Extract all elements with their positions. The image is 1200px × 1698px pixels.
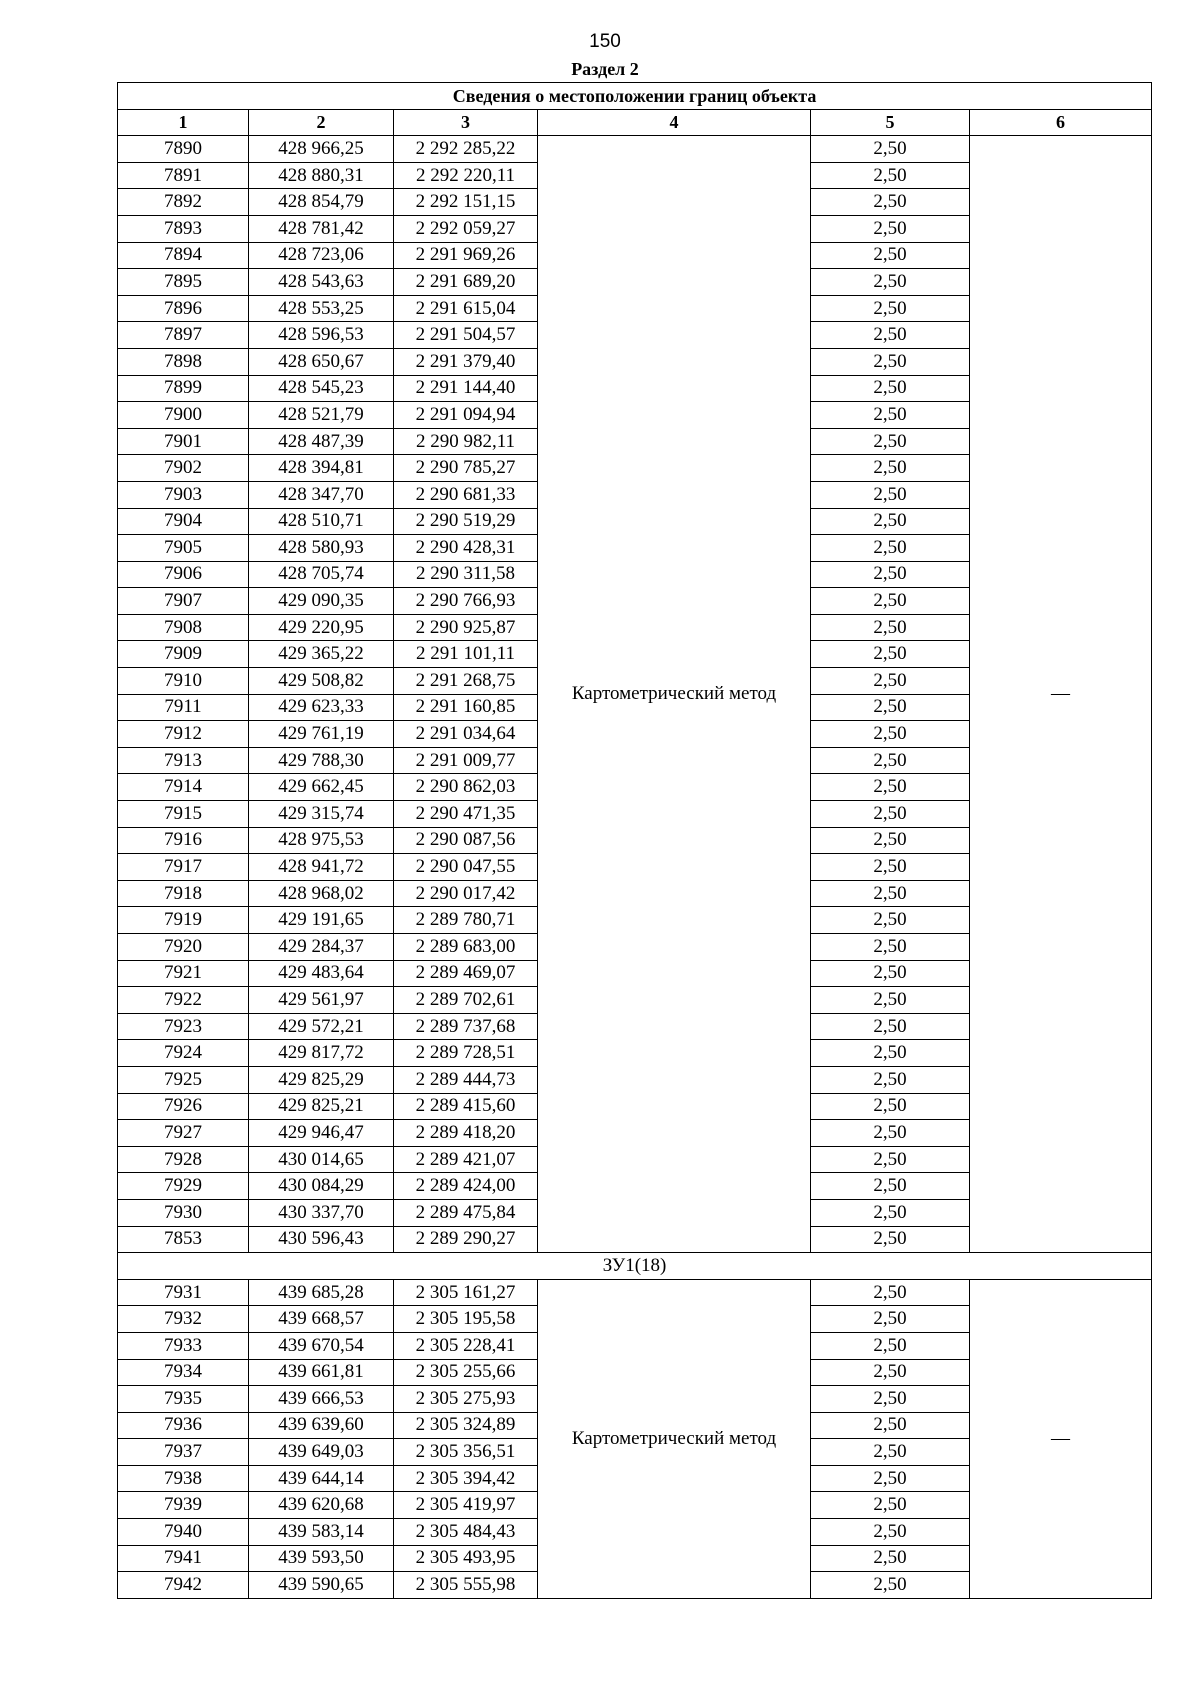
table-title-row xyxy=(118,83,1152,110)
x-coordinate: 430 337,70 xyxy=(249,1199,394,1226)
column-header: 1 xyxy=(118,109,249,136)
accuracy-value: 2,50 xyxy=(811,1332,970,1359)
x-coordinate: 439 593,50 xyxy=(249,1545,394,1572)
point-number: 7931 xyxy=(118,1279,249,1306)
y-coordinate: 2 305 255,66 xyxy=(394,1359,538,1386)
x-coordinate: 428 941,72 xyxy=(249,854,394,881)
point-number: 7892 xyxy=(118,189,249,216)
boundary-table xyxy=(117,82,1152,1599)
point-number: 7906 xyxy=(118,561,249,588)
column-header: 5 xyxy=(811,109,970,136)
x-coordinate: 439 649,03 xyxy=(249,1439,394,1466)
point-number: 7899 xyxy=(118,375,249,402)
accuracy-value: 2,50 xyxy=(811,694,970,721)
accuracy-value: 2,50 xyxy=(811,1465,970,1492)
y-coordinate: 2 291 969,26 xyxy=(394,242,538,269)
point-number: 7924 xyxy=(118,1040,249,1067)
accuracy-value: 2,50 xyxy=(811,1226,970,1253)
accuracy-value: 2,50 xyxy=(811,747,970,774)
point-number: 7923 xyxy=(118,1013,249,1040)
accuracy-value: 2,50 xyxy=(811,1359,970,1386)
y-coordinate: 2 290 311,58 xyxy=(394,561,538,588)
y-coordinate: 2 289 444,73 xyxy=(394,1066,538,1093)
y-coordinate: 2 289 702,61 xyxy=(394,987,538,1014)
x-coordinate: 428 580,93 xyxy=(249,535,394,562)
point-number: 7903 xyxy=(118,481,249,508)
y-coordinate: 2 291 160,85 xyxy=(394,694,538,721)
accuracy-value: 2,50 xyxy=(811,907,970,934)
y-coordinate: 2 291 144,40 xyxy=(394,375,538,402)
x-coordinate: 429 662,45 xyxy=(249,774,394,801)
accuracy-value: 2,50 xyxy=(811,614,970,641)
point-number: 7910 xyxy=(118,668,249,695)
y-coordinate: 2 290 087,56 xyxy=(394,827,538,854)
accuracy-value: 2,50 xyxy=(811,1386,970,1413)
point-number: 7921 xyxy=(118,960,249,987)
accuracy-value: 2,50 xyxy=(811,189,970,216)
point-number: 7897 xyxy=(118,322,249,349)
point-number: 7911 xyxy=(118,694,249,721)
y-coordinate: 2 305 195,58 xyxy=(394,1306,538,1333)
y-coordinate: 2 289 683,00 xyxy=(394,934,538,961)
y-coordinate: 2 291 094,94 xyxy=(394,402,538,429)
y-coordinate: 2 290 471,35 xyxy=(394,801,538,828)
accuracy-value: 2,50 xyxy=(811,721,970,748)
y-coordinate: 2 305 275,93 xyxy=(394,1386,538,1413)
y-coordinate: 2 291 009,77 xyxy=(394,747,538,774)
point-number: 7912 xyxy=(118,721,249,748)
x-coordinate: 429 284,37 xyxy=(249,934,394,961)
point-number: 7919 xyxy=(118,907,249,934)
y-coordinate: 2 291 379,40 xyxy=(394,348,538,375)
x-coordinate: 429 483,64 xyxy=(249,960,394,987)
x-coordinate: 428 596,53 xyxy=(249,322,394,349)
accuracy-value: 2,50 xyxy=(811,774,970,801)
column-header: 6 xyxy=(970,109,1152,136)
x-coordinate: 439 685,28 xyxy=(249,1279,394,1306)
y-coordinate: 2 290 785,27 xyxy=(394,455,538,482)
y-coordinate: 2 305 228,41 xyxy=(394,1332,538,1359)
y-coordinate: 2 291 101,11 xyxy=(394,641,538,668)
accuracy-value: 2,50 xyxy=(811,1199,970,1226)
x-coordinate: 429 572,21 xyxy=(249,1013,394,1040)
x-coordinate: 428 975,53 xyxy=(249,827,394,854)
x-coordinate: 428 487,39 xyxy=(249,428,394,455)
point-number: 7939 xyxy=(118,1492,249,1519)
x-coordinate: 429 220,95 xyxy=(249,614,394,641)
section-title: Раздел 2 xyxy=(571,59,639,79)
accuracy-value: 2,50 xyxy=(811,641,970,668)
accuracy-value: 2,50 xyxy=(811,561,970,588)
y-coordinate: 2 292 151,15 xyxy=(394,189,538,216)
accuracy-value: 2,50 xyxy=(811,455,970,482)
y-coordinate: 2 289 424,00 xyxy=(394,1173,538,1200)
point-number: 7942 xyxy=(118,1572,249,1599)
column-6-dash: — xyxy=(970,136,1152,1253)
x-coordinate: 439 639,60 xyxy=(249,1412,394,1439)
y-coordinate: 2 291 615,04 xyxy=(394,295,538,322)
table-body xyxy=(118,136,1152,1599)
accuracy-value: 2,50 xyxy=(811,1412,970,1439)
x-coordinate: 428 347,70 xyxy=(249,481,394,508)
accuracy-value: 2,50 xyxy=(811,1013,970,1040)
accuracy-value: 2,50 xyxy=(811,242,970,269)
x-coordinate: 439 644,14 xyxy=(249,1465,394,1492)
accuracy-value: 2,50 xyxy=(811,322,970,349)
y-coordinate: 2 291 268,75 xyxy=(394,668,538,695)
x-coordinate: 428 545,23 xyxy=(249,375,394,402)
y-coordinate: 2 290 766,93 xyxy=(394,588,538,615)
accuracy-value: 2,50 xyxy=(811,215,970,242)
y-coordinate: 2 289 290,27 xyxy=(394,1226,538,1253)
y-coordinate: 2 305 161,27 xyxy=(394,1279,538,1306)
point-number: 7902 xyxy=(118,455,249,482)
x-coordinate: 439 583,14 xyxy=(249,1519,394,1546)
accuracy-value: 2,50 xyxy=(811,1040,970,1067)
accuracy-value: 2,50 xyxy=(811,1439,970,1466)
y-coordinate: 2 291 504,57 xyxy=(394,322,538,349)
x-coordinate: 428 968,02 xyxy=(249,880,394,907)
point-number: 7890 xyxy=(118,136,249,163)
accuracy-value: 2,50 xyxy=(811,1306,970,1333)
y-coordinate: 2 290 862,03 xyxy=(394,774,538,801)
y-coordinate: 2 289 475,84 xyxy=(394,1199,538,1226)
x-coordinate: 430 014,65 xyxy=(249,1146,394,1173)
point-number: 7896 xyxy=(118,295,249,322)
accuracy-value: 2,50 xyxy=(811,1120,970,1147)
accuracy-value: 2,50 xyxy=(811,375,970,402)
point-number: 7932 xyxy=(118,1306,249,1333)
point-number: 7916 xyxy=(118,827,249,854)
accuracy-value: 2,50 xyxy=(811,535,970,562)
x-coordinate: 430 084,29 xyxy=(249,1173,394,1200)
accuracy-value: 2,50 xyxy=(811,1066,970,1093)
point-number: 7933 xyxy=(118,1332,249,1359)
x-coordinate: 429 090,35 xyxy=(249,588,394,615)
accuracy-value: 2,50 xyxy=(811,854,970,881)
accuracy-value: 2,50 xyxy=(811,269,970,296)
point-number: 7915 xyxy=(118,801,249,828)
y-coordinate: 2 305 356,51 xyxy=(394,1439,538,1466)
point-number: 7917 xyxy=(118,854,249,881)
y-coordinate: 2 290 982,11 xyxy=(394,428,538,455)
x-coordinate: 428 650,67 xyxy=(249,348,394,375)
y-coordinate: 2 290 681,33 xyxy=(394,481,538,508)
accuracy-value: 2,50 xyxy=(811,295,970,322)
x-coordinate: 430 596,43 xyxy=(249,1226,394,1253)
y-coordinate: 2 305 555,98 xyxy=(394,1572,538,1599)
y-coordinate: 2 292 220,11 xyxy=(394,162,538,189)
point-number: 7914 xyxy=(118,774,249,801)
group-label: ЗУ1(18) xyxy=(118,1253,1152,1280)
accuracy-value: 2,50 xyxy=(811,801,970,828)
y-coordinate: 2 289 728,51 xyxy=(394,1040,538,1067)
x-coordinate: 439 590,65 xyxy=(249,1572,394,1599)
point-number: 7907 xyxy=(118,588,249,615)
page-number: 150 xyxy=(589,31,621,52)
x-coordinate: 428 781,42 xyxy=(249,215,394,242)
y-coordinate: 2 292 059,27 xyxy=(394,215,538,242)
point-number: 7927 xyxy=(118,1120,249,1147)
group-label-row xyxy=(118,1253,1152,1280)
x-coordinate: 439 661,81 xyxy=(249,1359,394,1386)
x-coordinate: 429 817,72 xyxy=(249,1040,394,1067)
point-number: 7936 xyxy=(118,1412,249,1439)
y-coordinate: 2 289 415,60 xyxy=(394,1093,538,1120)
accuracy-value: 2,50 xyxy=(811,162,970,189)
table-title: Сведения о местоположении границ объекта xyxy=(118,83,1152,110)
column-6-dash: — xyxy=(970,1279,1152,1598)
x-coordinate: 428 553,25 xyxy=(249,295,394,322)
point-number: 7895 xyxy=(118,269,249,296)
point-number: 7937 xyxy=(118,1439,249,1466)
y-coordinate: 2 292 285,22 xyxy=(394,136,538,163)
x-coordinate: 429 365,22 xyxy=(249,641,394,668)
x-coordinate: 429 788,30 xyxy=(249,747,394,774)
x-coordinate: 429 561,97 xyxy=(249,987,394,1014)
x-coordinate: 429 946,47 xyxy=(249,1120,394,1147)
accuracy-value: 2,50 xyxy=(811,1545,970,1572)
column-header: 2 xyxy=(249,109,394,136)
accuracy-value: 2,50 xyxy=(811,348,970,375)
accuracy-value: 2,50 xyxy=(811,934,970,961)
point-number: 7894 xyxy=(118,242,249,269)
x-coordinate: 428 510,71 xyxy=(249,508,394,535)
accuracy-value: 2,50 xyxy=(811,588,970,615)
y-coordinate: 2 290 047,55 xyxy=(394,854,538,881)
point-number: 7918 xyxy=(118,880,249,907)
column-header: 3 xyxy=(394,109,538,136)
x-coordinate: 439 666,53 xyxy=(249,1386,394,1413)
point-number: 7898 xyxy=(118,348,249,375)
x-coordinate: 429 315,74 xyxy=(249,801,394,828)
y-coordinate: 2 305 493,95 xyxy=(394,1545,538,1572)
method-cell: Картометрический метод xyxy=(538,136,811,1253)
accuracy-value: 2,50 xyxy=(811,668,970,695)
y-coordinate: 2 291 034,64 xyxy=(394,721,538,748)
x-coordinate: 439 620,68 xyxy=(249,1492,394,1519)
y-coordinate: 2 290 519,29 xyxy=(394,508,538,535)
accuracy-value: 2,50 xyxy=(811,880,970,907)
accuracy-value: 2,50 xyxy=(811,960,970,987)
point-number: 7926 xyxy=(118,1093,249,1120)
point-number: 7905 xyxy=(118,535,249,562)
point-number: 7929 xyxy=(118,1173,249,1200)
x-coordinate: 428 854,79 xyxy=(249,189,394,216)
accuracy-value: 2,50 xyxy=(811,1492,970,1519)
x-coordinate: 439 670,54 xyxy=(249,1332,394,1359)
x-coordinate: 428 394,81 xyxy=(249,455,394,482)
point-number: 7941 xyxy=(118,1545,249,1572)
accuracy-value: 2,50 xyxy=(811,402,970,429)
y-coordinate: 2 290 925,87 xyxy=(394,614,538,641)
point-number: 7935 xyxy=(118,1386,249,1413)
accuracy-value: 2,50 xyxy=(811,1572,970,1599)
x-coordinate: 429 623,33 xyxy=(249,694,394,721)
point-number: 7920 xyxy=(118,934,249,961)
x-coordinate: 429 508,82 xyxy=(249,668,394,695)
accuracy-value: 2,50 xyxy=(811,1146,970,1173)
x-coordinate: 428 521,79 xyxy=(249,402,394,429)
method-cell: Картометрический метод xyxy=(538,1279,811,1598)
point-number: 7940 xyxy=(118,1519,249,1546)
x-coordinate: 439 668,57 xyxy=(249,1306,394,1333)
point-number: 7891 xyxy=(118,162,249,189)
table-row xyxy=(118,136,1152,163)
y-coordinate: 2 291 689,20 xyxy=(394,269,538,296)
x-coordinate: 428 723,06 xyxy=(249,242,394,269)
point-number: 7901 xyxy=(118,428,249,455)
y-coordinate: 2 289 421,07 xyxy=(394,1146,538,1173)
x-coordinate: 428 966,25 xyxy=(249,136,394,163)
column-header-row xyxy=(118,109,1152,136)
y-coordinate: 2 290 428,31 xyxy=(394,535,538,562)
point-number: 7913 xyxy=(118,747,249,774)
x-coordinate: 429 825,29 xyxy=(249,1066,394,1093)
point-number: 7908 xyxy=(118,614,249,641)
accuracy-value: 2,50 xyxy=(811,428,970,455)
y-coordinate: 2 289 737,68 xyxy=(394,1013,538,1040)
y-coordinate: 2 305 394,42 xyxy=(394,1465,538,1492)
point-number: 7904 xyxy=(118,508,249,535)
y-coordinate: 2 305 324,89 xyxy=(394,1412,538,1439)
table-row xyxy=(118,1279,1152,1306)
accuracy-value: 2,50 xyxy=(811,508,970,535)
point-number: 7930 xyxy=(118,1199,249,1226)
point-number: 7853 xyxy=(118,1226,249,1253)
x-coordinate: 429 191,65 xyxy=(249,907,394,934)
y-coordinate: 2 289 418,20 xyxy=(394,1120,538,1147)
accuracy-value: 2,50 xyxy=(811,1519,970,1546)
accuracy-value: 2,50 xyxy=(811,481,970,508)
point-number: 7922 xyxy=(118,987,249,1014)
point-number: 7909 xyxy=(118,641,249,668)
accuracy-value: 2,50 xyxy=(811,1093,970,1120)
y-coordinate: 2 289 780,71 xyxy=(394,907,538,934)
y-coordinate: 2 290 017,42 xyxy=(394,880,538,907)
accuracy-value: 2,50 xyxy=(811,1173,970,1200)
column-header: 4 xyxy=(538,109,811,136)
x-coordinate: 429 761,19 xyxy=(249,721,394,748)
x-coordinate: 428 543,63 xyxy=(249,269,394,296)
y-coordinate: 2 305 419,97 xyxy=(394,1492,538,1519)
accuracy-value: 2,50 xyxy=(811,1279,970,1306)
point-number: 7938 xyxy=(118,1465,249,1492)
x-coordinate: 428 705,74 xyxy=(249,561,394,588)
point-number: 7893 xyxy=(118,215,249,242)
point-number: 7928 xyxy=(118,1146,249,1173)
point-number: 7934 xyxy=(118,1359,249,1386)
point-number: 7925 xyxy=(118,1066,249,1093)
y-coordinate: 2 289 469,07 xyxy=(394,960,538,987)
accuracy-value: 2,50 xyxy=(811,827,970,854)
x-coordinate: 428 880,31 xyxy=(249,162,394,189)
y-coordinate: 2 305 484,43 xyxy=(394,1519,538,1546)
point-number: 7900 xyxy=(118,402,249,429)
accuracy-value: 2,50 xyxy=(811,136,970,163)
accuracy-value: 2,50 xyxy=(811,987,970,1014)
x-coordinate: 429 825,21 xyxy=(249,1093,394,1120)
